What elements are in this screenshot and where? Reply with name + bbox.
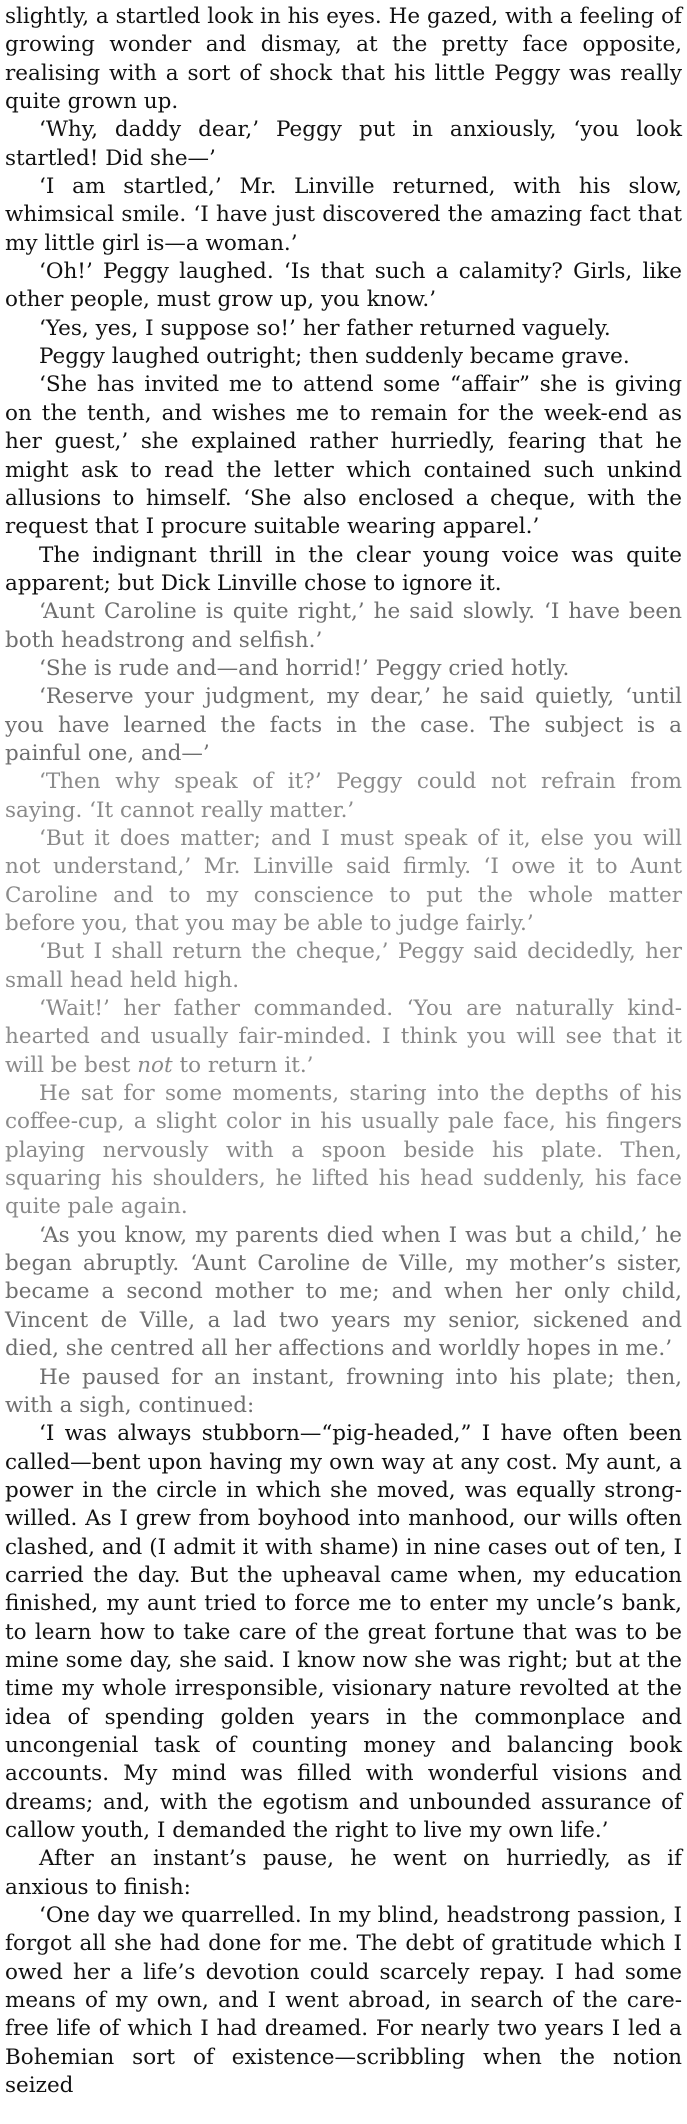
emphasis-not: not bbox=[137, 1052, 173, 1078]
paragraph-16: He sat for some moments, staring into the depths of his coffee-cup, a slight color in his usually pale face, his fingers playing nervously with a spoon beside his plate. Then, squaring his shoulders, he lifted his head suddenly, his face quite pale again. bbox=[5, 1081, 682, 1220]
paragraph-20: After an instant’s pause, he went on hurriedly, as if anxious to finish: bbox=[5, 1846, 682, 1900]
paragraph-12: ‘Then why speak of it?’ Peggy could not refrain from saying. ‘It cannot really matter.’ bbox=[5, 769, 682, 823]
paragraph-15: ‘Wait!’ her father commanded. ‘You are naturally kind-hearted and usually fair-minded. I think you will see that it will be best not to return it.’ bbox=[5, 996, 682, 1078]
paragraph-6: Peggy laughed outright; then suddenly became grave. bbox=[39, 344, 630, 370]
paragraph-9: ‘Aunt Caroline is quite right,’ he said slowly. ‘I have been both headstrong and selfish.’ bbox=[5, 599, 682, 653]
paragraph-10: ‘She is rude and—and horrid!’ Peggy cried hotly. bbox=[39, 655, 570, 681]
paragraph-2: ‘Why, daddy dear,’ Peggy put in anxiously, ‘you look startled! Did she—’ bbox=[5, 117, 682, 171]
paragraph-21: ‘One day we quarrelled. In my blind, headstrong passion, I forgot all she had done for me. The debt of gratitude which I owed her a life’s devotion could scarcely repay. I had some means of my own, and I went abroad, in search of the care-free life of which I had dreamed. For nearly two years I led a Bohemian sort of existence—scribbling when the notion seized bbox=[5, 1903, 682, 2099]
paragraph-8: The indignant thrill in the clear young voice was quite apparent; but Dick Linville chose to ignore it. bbox=[5, 542, 682, 596]
paragraph-4: ‘Oh!’ Peggy laughed. ‘Is that such a calamity? Girls, like other people, must grow up, you know.’ bbox=[5, 259, 682, 313]
paragraph-18: He paused for an instant, frowning into his plate; then, with a sigh, continued: bbox=[5, 1364, 682, 1418]
paragraph-19: ‘I was always stubborn—“pig-headed,” I have often been called—bent upon having my own way at any cost. My aunt, a power in the circle in which she moved, was equally strong-willed. As I grew from boyhood into manhood, our wills often clashed, and (I admit it with shame) in nine cases out of ten, I carried the day. But the upheaval came when, my education finished, my aunt tried to force me to enter my uncle’s bank, to learn how to take care of the great fortune that was to be mine some day, she said. I know now she was right; but at the time my whole irresponsible, visionary nature revolted at the idea of spending golden years in the commonplace and uncongenial task of counting money and balancing book accounts. My mind was filled with wonderful visions and dreams; and, with the egotism and unbounded assurance of callow youth, I demanded the right to live my own life.’ bbox=[5, 1421, 682, 1843]
paragraph-3: ‘I am startled,’ Mr. Linville returned, with his slow, whimsical smile. ‘I have just discovered the amazing fact that my little girl is—a woman.’ bbox=[5, 174, 682, 256]
paragraph-1: slightly, a startled look in his eyes. He gazed, with a feeling of growing wonder and dismay, at the pretty face opposite, realising with a sort of shock that his little Peggy was really quite grown up. bbox=[5, 4, 682, 115]
paragraph-17: ‘As you know, my parents died when I was but a child,’ he began abruptly. ‘Aunt Caroline de Ville, my mother’s sister, became a second mother to me; and when her only child, Vincent de Ville, a lad two years my senior, sickened and died, she centred all her affections and worldly hopes in me.’ bbox=[5, 1222, 682, 1362]
paragraph-14: ‘But I shall return the cheque,’ Peggy said decidedly, her small head held high. bbox=[5, 939, 682, 993]
paragraph-5: ‘Yes, yes, I suppose so!’ her father returned vaguely. bbox=[39, 315, 611, 341]
paragraph-11: ‘Reserve your judgment, my dear,’ he said quietly, ‘until you have learned the facts in the case. The subject is a painful one, and—’ bbox=[5, 684, 682, 766]
paragraph-7: ‘She has invited me to attend some “affair” she is giving on the tenth, and wishes me to remain for the week-end as her guest,’ she explained rather hurriedly, fearing that he might ask to read the letter which contained such unkind allusions to himself. ‘She also enclosed a cheque, with the request that I procure suitable wearing apparel.’ bbox=[5, 372, 682, 540]
paragraph-13: ‘But it does matter; and I must speak of it, else you will not understand,’ Mr. Linville said firmly. ‘I owe it to Aunt Caroline and to my conscience to put the whole matter before you, that you may be able to judge fairly.’ bbox=[5, 825, 682, 936]
